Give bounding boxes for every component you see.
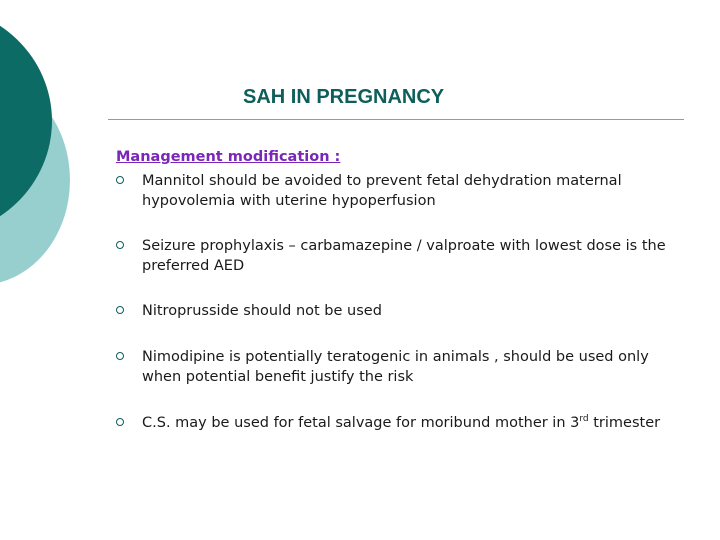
- bullet-text: Mannitol should be avoided to prevent fetal dehydration maternal hypovolemia with uterine hypoperfusion: [142, 173, 622, 209]
- bullet-text: Nitroprusside should not be used: [142, 303, 382, 319]
- hollow-circle-bullet-icon: [116, 418, 124, 426]
- bullet-text-part: C.S. may be used for fetal salvage for moribund mother in 3: [142, 415, 580, 431]
- title-divider: [108, 119, 684, 120]
- hollow-circle-bullet-icon: [116, 352, 124, 360]
- hollow-circle-bullet-icon: [116, 241, 124, 249]
- bullet-text: Nimodipine is potentially teratogenic in animals , should be used only when potential benefit justify the risk: [142, 349, 649, 385]
- ordinal-superscript: rd: [579, 414, 589, 424]
- hollow-circle-bullet-icon: [116, 306, 124, 314]
- bullet-text: [142, 413, 686, 433]
- slide-title: SAH IN PREGNANCY: [243, 86, 445, 108]
- section-subheading: Management modification :: [116, 149, 341, 165]
- bullet-text: Seizure prophylaxis – carbamazepine / valproate with lowest dose is the preferred AED: [142, 238, 666, 274]
- hollow-circle-bullet-icon: [116, 176, 124, 184]
- bullet-text-part: trimester: [588, 415, 661, 431]
